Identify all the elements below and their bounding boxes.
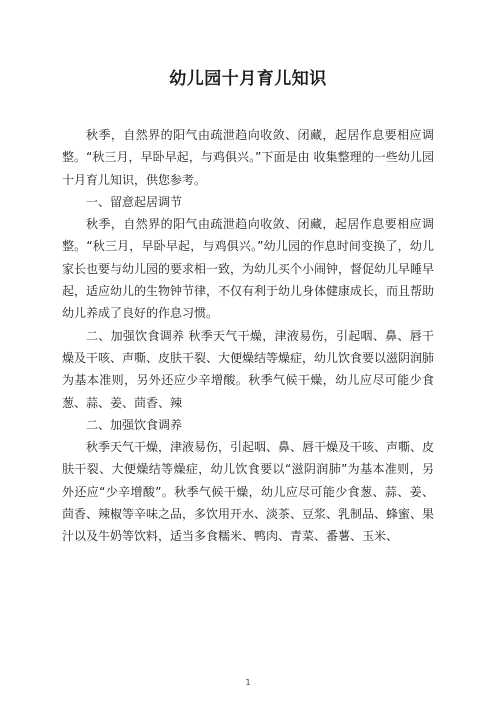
intro-paragraph: 秋季，自然界的阳气由疏泄趋向收敛、闭藏，起居作息要相应调整。“秋三月，早卧早起，与鸡俱兴。”下面是由 收集整理的一些幼儿园十月育儿知识，供您参考。: [62, 128, 434, 187]
body-paragraph: 秋季天气干燥，津液易伤，引起咽、鼻、唇干燥及干咳、声嘶、皮肤干裂、大便燥结等燥症，幼儿饮食要以“滋阴润肺”为基本准则，另外还应“少辛增酸”。秋季气候干燥，幼儿应尽可能少食葱、蒜、姜、茴香、辣椒等辛味之品，多饮用开水、淡茶、豆浆、乳制品、蜂蜜、果汁以及牛奶等饮料，适当多食糯米、鸭肉、青菜、番薯、玉米、: [62, 440, 435, 544]
section-heading: 一、留意起居调节: [86, 194, 183, 209]
page-number: 1: [245, 678, 251, 687]
page-title: 幼儿园十月育儿知识: [169, 69, 327, 89]
body-paragraph: 二、加强饮食调养 秋季天气干燥，津液易伤，引起咽、鼻、唇干燥及干咳、声嘶、皮肤干裂、大便燥结等燥症，幼儿饮食要以滋阴润肺为基本准则，另外还应少辛增酸。秋季气候干燥，幼儿应尽可能少食葱、蒜、姜、茴香、辣: [62, 328, 435, 410]
document-body: [62, 124, 434, 548]
section-heading: 二、加强饮食调养: [86, 417, 183, 432]
body-paragraph: 秋季，自然界的阳气由疏泄趋向收敛、闭藏，起居作息要相应调整。“秋三月，早卧早起，与鸡俱兴。”幼儿园的作息时间变换了，幼儿家长也要与幼儿园的要求相一致，为幼儿买个小闹钟，督促幼儿早睡早起，适应幼儿的生物钟节律，不仅有利于幼儿身体健康成长，而且帮助幼儿养成了良好的作息习惯。: [62, 217, 435, 321]
